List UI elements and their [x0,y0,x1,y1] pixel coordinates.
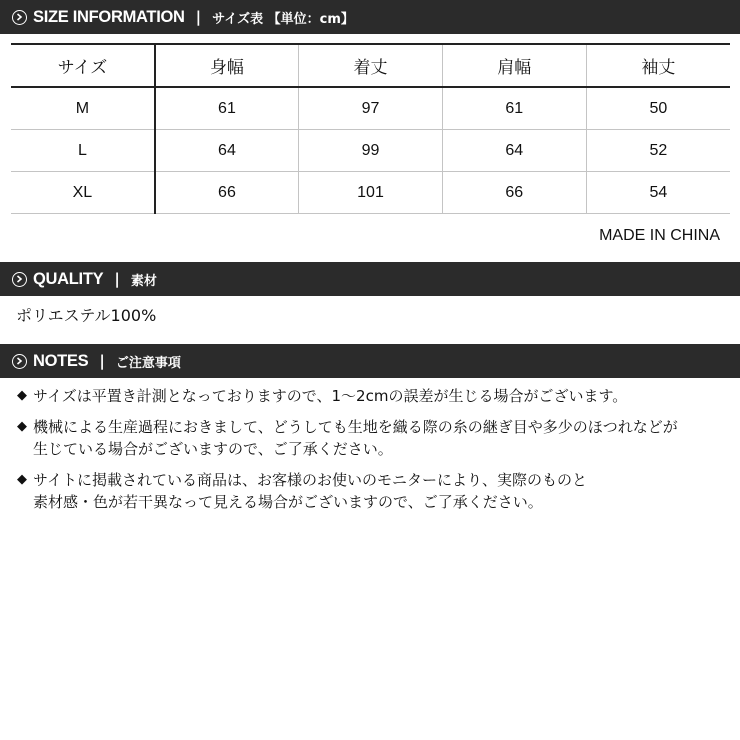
diamond-bullet-icon: ◆ [17,388,27,403]
note-text: 素材感・色が若干異なって見える場合がございますので、ご了承ください。 [33,493,543,511]
size-label-cell: XL [11,172,155,214]
column-header: 着丈 [299,44,443,87]
chevron-right-circle-icon [12,10,27,25]
table-header-row [11,44,730,87]
table-cell: 61 [155,87,299,130]
material-text: ポリエステル100% [16,306,157,325]
column-header: 身幅 [155,44,299,87]
table-cell: 54 [586,172,730,214]
table-cell: 50 [586,87,730,130]
table-cell: 52 [586,130,730,172]
chevron-right-circle-icon [12,272,27,287]
table-cell: 99 [299,130,443,172]
note-text: サイトに掲載されている商品は、お客様のお使いのモニターにより、実際のものと [33,471,587,489]
section-separator: | [195,8,202,26]
column-header: 袖丈 [586,44,730,87]
notes-list [17,385,729,522]
section-title: NOTES [33,351,89,370]
section-title: QUALITY [33,269,104,288]
table-row [11,172,730,214]
quality-header [0,262,740,296]
notes-header [0,344,740,378]
section-separator: | [99,352,105,370]
section-subtitle: ご注意事項 [115,355,181,371]
size-information-header [0,0,740,34]
section-subtitle: サイズ表 【単位：cm】 [212,11,354,27]
list-item [17,385,729,407]
note-text: 機械による生産過程におきまして、どうしても生地を織る際の糸の継ぎ目や多少のほつれなどが [33,418,678,436]
note-text: サイズは平置き計測となっておりますので、1～2cmの誤差が生じる場合がございます。 [33,387,628,405]
size-label-cell: L [11,130,155,172]
chevron-right-circle-icon [12,354,27,369]
list-item [17,416,729,460]
country-of-origin: MADE IN CHINA [599,227,720,244]
table-cell: 64 [442,130,586,172]
table-row [11,130,730,172]
table-cell: 66 [442,172,586,214]
table-cell: 101 [299,172,443,214]
size-table [11,43,730,214]
table-cell: 64 [155,130,299,172]
size-label-cell: M [11,87,155,130]
diamond-bullet-icon: ◆ [17,419,27,434]
table-cell: 97 [299,87,443,130]
column-header: 肩幅 [442,44,586,87]
list-item [17,469,729,513]
note-text: 生じている場合がございますので、ご了承ください。 [33,440,393,458]
column-header: サイズ [11,44,155,87]
table-cell: 61 [442,87,586,130]
table-cell: 66 [155,172,299,214]
section-subtitle: 素材 [130,273,157,289]
section-title: SIZE INFORMATION [33,7,185,26]
section-separator: | [114,270,120,288]
table-row [11,87,730,130]
diamond-bullet-icon: ◆ [17,472,27,487]
